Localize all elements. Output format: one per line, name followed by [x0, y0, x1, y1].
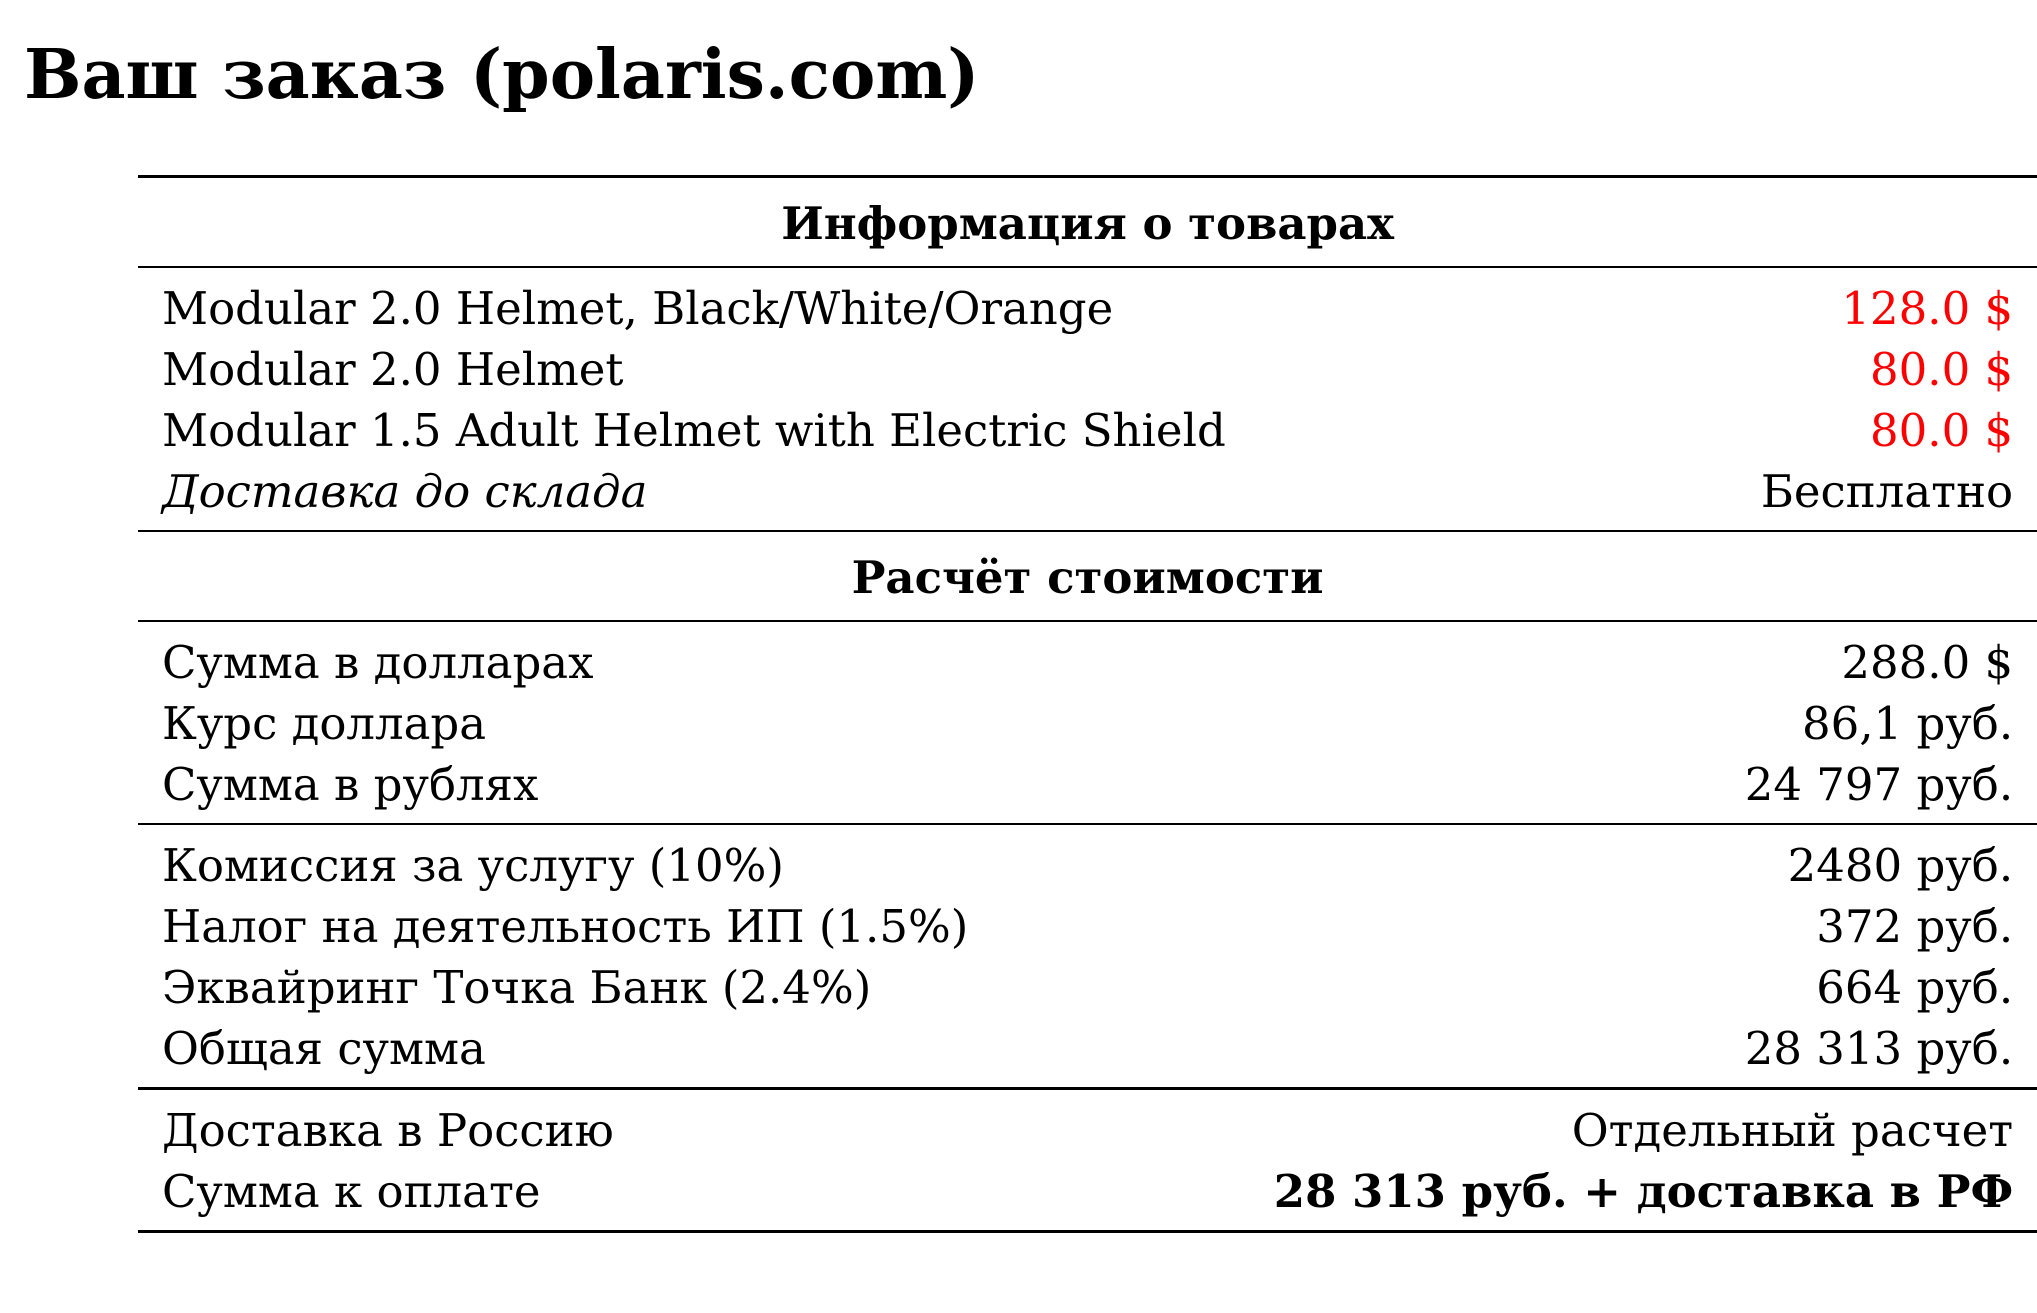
conversion-label: Сумма в рублях — [162, 758, 539, 811]
product-row — [138, 267, 2037, 339]
conversion-value: 24 797 руб. — [1744, 758, 2014, 811]
fee-row — [138, 896, 2037, 957]
warehouse-delivery-row — [138, 461, 2037, 531]
product-name: Modular 2.0 Helmet — [162, 343, 624, 396]
amount-due-value: 28 313 руб. + доставка в РФ — [1250, 1161, 2037, 1232]
conversion-label: Курс доллара — [162, 697, 487, 750]
products-section-header-row — [138, 177, 2037, 268]
fee-row — [138, 957, 2037, 1018]
russia-delivery-value: Отдельный расчет — [1250, 1089, 2037, 1162]
order-table — [138, 175, 2037, 1233]
total-label: Общая сумма — [162, 1022, 486, 1075]
russia-delivery-label: Доставка в Россию — [138, 1089, 1250, 1162]
amount-due-label: Сумма к оплате — [138, 1161, 1250, 1232]
fee-value: 664 руб. — [1816, 961, 2014, 1014]
conversion-value: 86,1 руб. — [1801, 697, 2014, 750]
warehouse-delivery-value: Бесплатно — [1760, 465, 2014, 518]
conversion-row — [138, 754, 2037, 824]
fee-value: 2480 руб. — [1250, 824, 2037, 896]
warehouse-delivery-label: Доставка до склада — [162, 465, 648, 518]
product-name: Modular 1.5 Adult Helmet with Electric Shield — [162, 404, 1226, 457]
conversion-label: Сумма в долларах — [138, 621, 1250, 693]
russia-delivery-row — [138, 1089, 2037, 1162]
conversion-value: 288.0 $ — [1250, 621, 2037, 693]
fee-label: Налог на деятельность ИП (1.5%) — [162, 900, 969, 953]
cost-section-header: Расчёт стоимости — [138, 531, 2037, 621]
fee-label: Комиссия за услугу (10%) — [138, 824, 1250, 896]
amount-due-row — [138, 1161, 2037, 1232]
product-name: Modular 2.0 Helmet, Black/White/Orange — [138, 267, 1250, 339]
fee-label: Эквайринг Точка Банк (2.4%) — [162, 961, 872, 1014]
cost-section-header-row — [138, 531, 2037, 621]
fee-row — [138, 824, 2037, 896]
conversion-row — [138, 621, 2037, 693]
total-value: 28 313 руб. — [1744, 1022, 2014, 1075]
product-price: 80.0 $ — [1870, 343, 2014, 396]
product-price: 128.0 $ — [1250, 267, 2037, 339]
page-title: Ваш заказ (polaris.com) — [24, 35, 980, 115]
product-row — [138, 400, 2037, 461]
fee-value: 372 руб. — [1816, 900, 2014, 953]
product-row — [138, 339, 2037, 400]
products-section-header: Информация о товарах — [138, 177, 2037, 268]
total-row — [138, 1018, 2037, 1089]
product-price: 80.0 $ — [1870, 404, 2014, 457]
conversion-row — [138, 693, 2037, 754]
